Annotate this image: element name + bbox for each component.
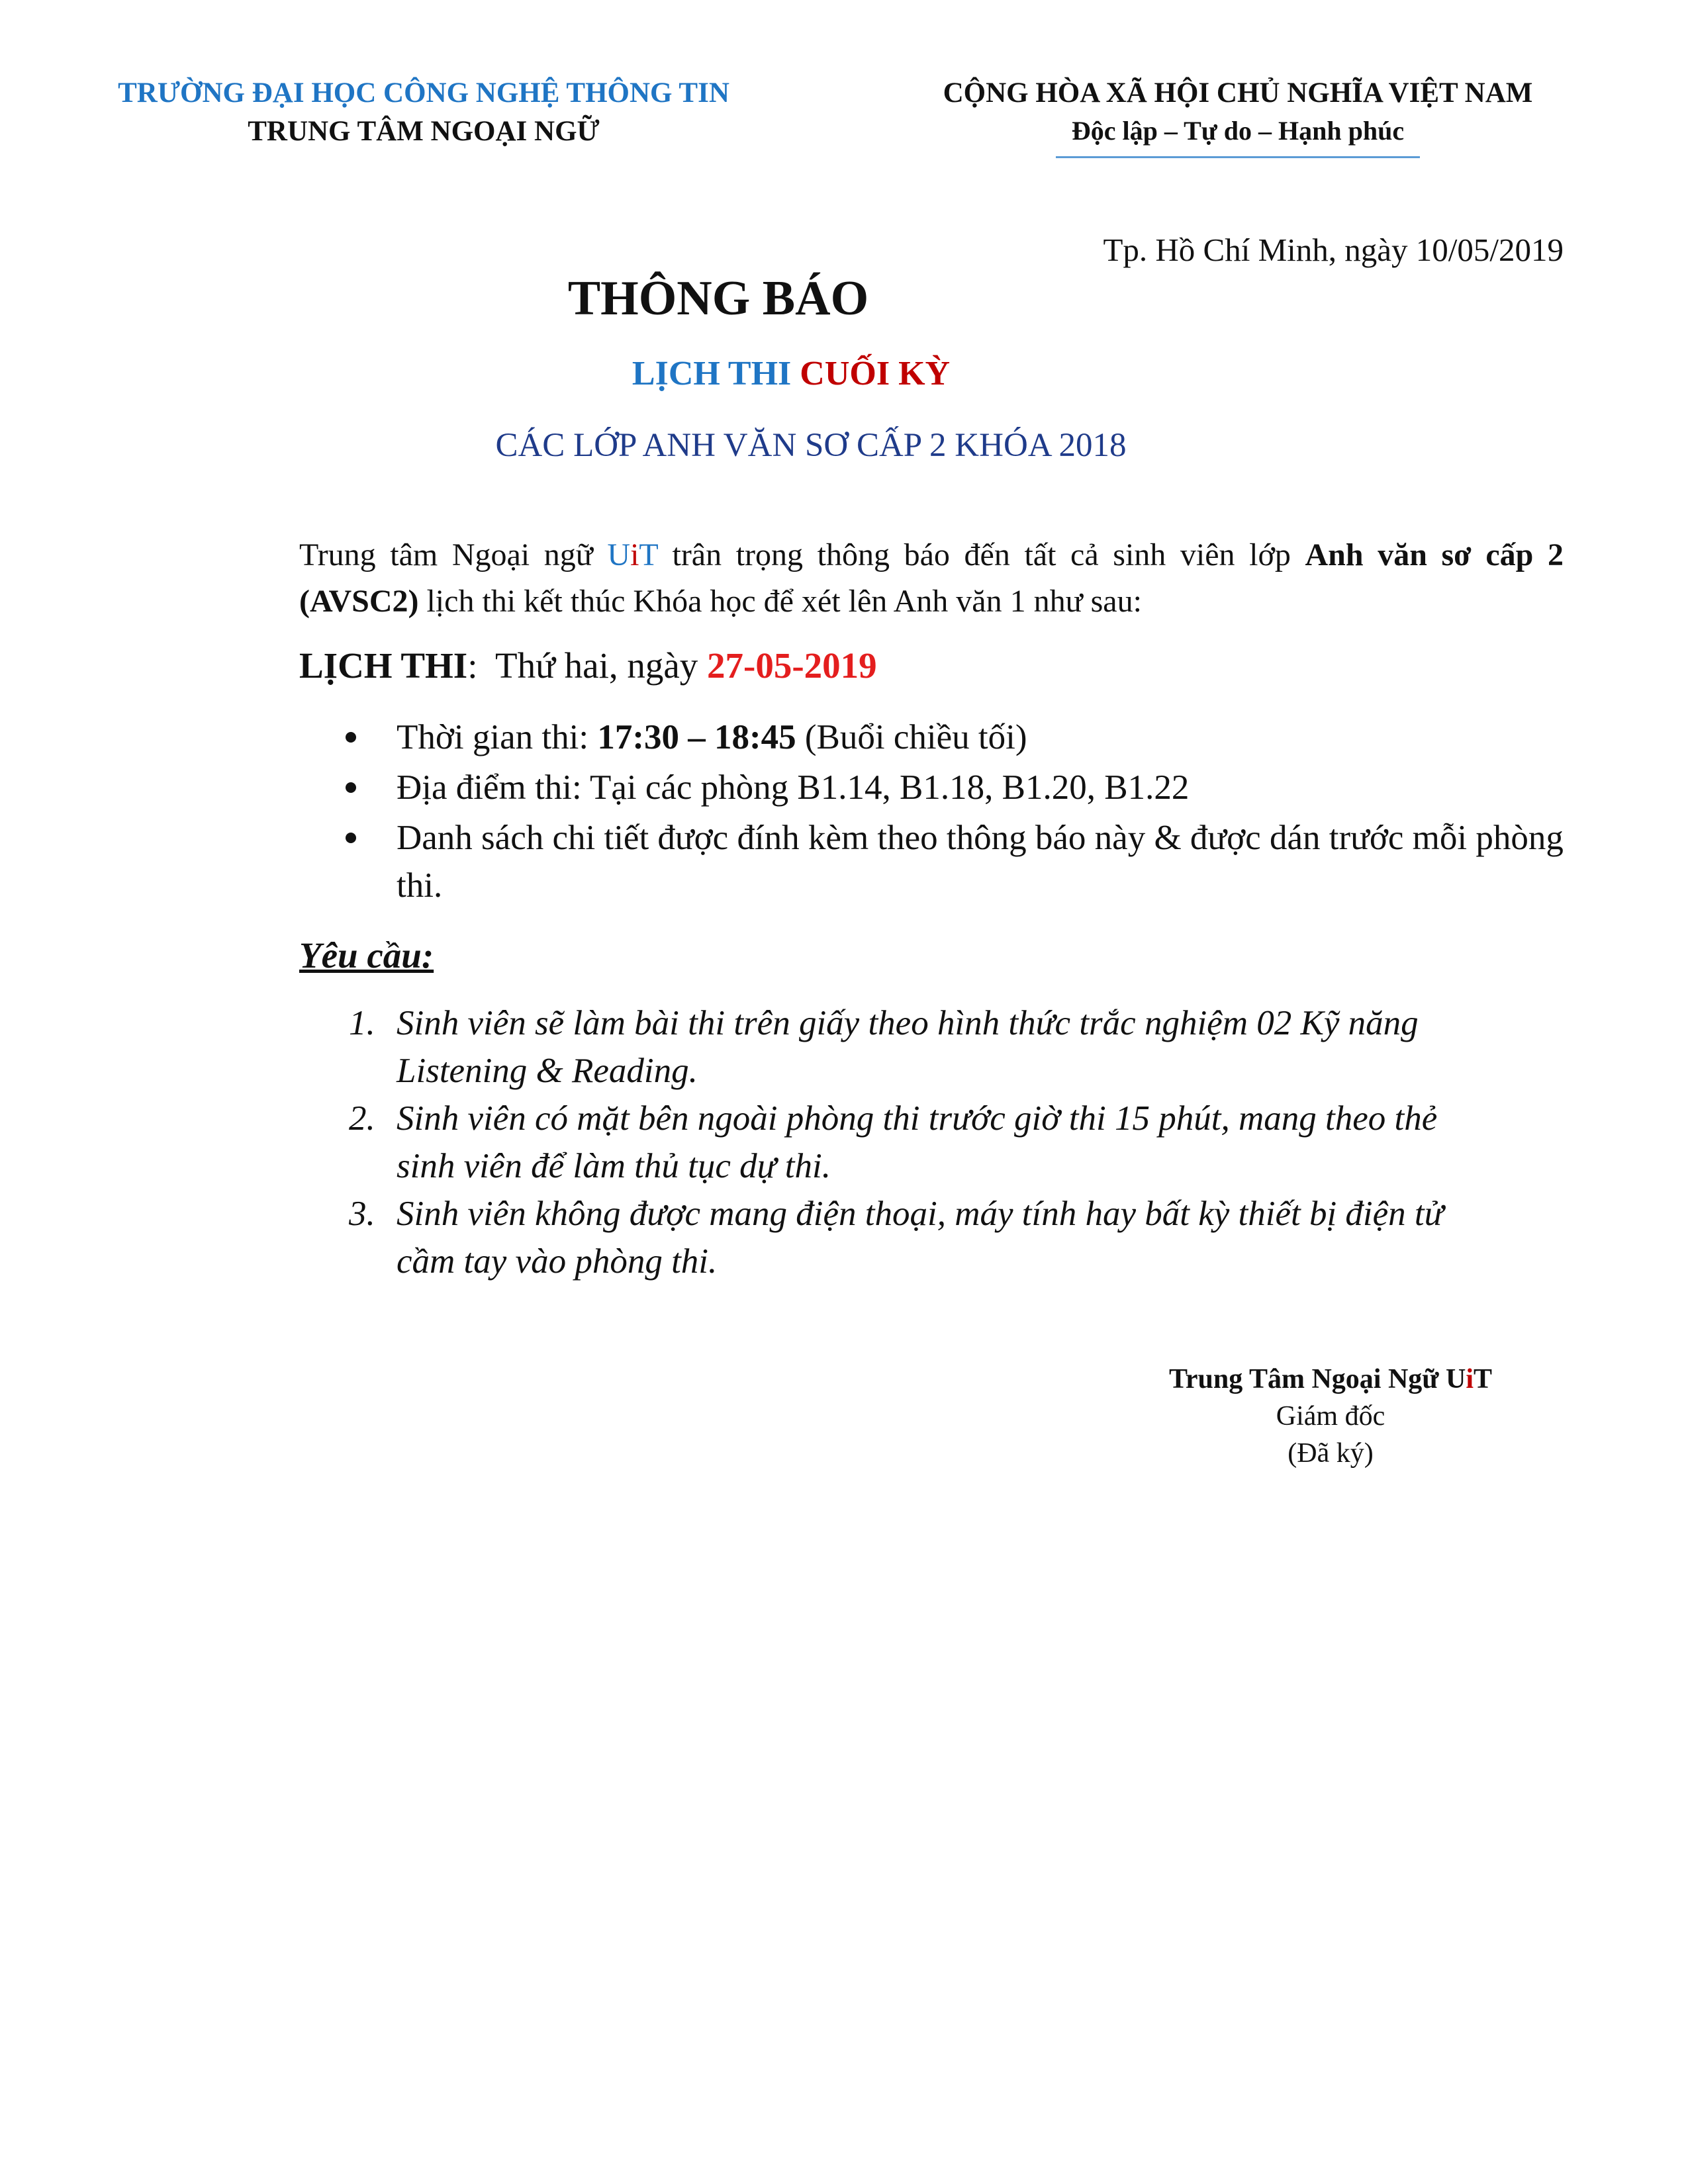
date-line: Tp. Hồ Chí Minh, ngày 10/05/2019 — [1103, 232, 1564, 268]
details-list — [299, 713, 1564, 912]
brand-i: i — [1466, 1364, 1474, 1394]
brand-t: T — [639, 537, 658, 572]
bullet-icon — [346, 833, 356, 843]
time-note: (Buổi chiều tối) — [796, 718, 1027, 756]
title-text: THÔNG BÁO — [567, 271, 869, 326]
schedule-line — [299, 641, 1564, 691]
motto-underline — [1056, 156, 1420, 158]
item-text: Sinh viên không được mang điện thoại, máy tính hay bất kỳ thiết bị điện tử cầm tay vào phòng thi. — [397, 1195, 1444, 1281]
header-left — [93, 74, 755, 151]
intro-part-3: lịch thi kết thúc Khóa học để xét lên Anh văn 1 như sau: — [418, 584, 1142, 619]
item-number: 2. — [349, 1099, 375, 1138]
org-text: Trung Tâm Ngoại Ngữ — [1168, 1364, 1446, 1394]
header-right — [907, 74, 1569, 158]
list-item — [299, 1095, 1484, 1190]
requirements-heading: Yêu cầu: — [299, 935, 434, 976]
brand-u: U — [1446, 1364, 1466, 1394]
page-title — [0, 269, 1688, 328]
schedule-label: LỊCH THI — [299, 645, 468, 686]
motto: Độc lập – Tự do – Hạnh phúc — [1071, 116, 1405, 146]
schedule-date: 27-05-2019 — [707, 645, 877, 686]
intro-paragraph — [299, 532, 1564, 625]
course-text: CÁC LỚP ANH VĂN SƠ CẤP 2 KHÓA 2018 — [495, 427, 1127, 464]
subtitle-inner — [632, 351, 950, 397]
list-text: Danh sách chi tiết được đính kèm theo thông báo này & được dán trước mỗi phòng thi. — [397, 819, 1564, 905]
item-text: Sinh viên có mặt bên ngoài phòng thi trước giờ thi 15 phút, mang theo thẻ sinh viên để làm thủ tục dự thi. — [397, 1099, 1438, 1185]
bullet-icon — [346, 732, 356, 743]
signature-org — [1145, 1361, 1516, 1398]
list-item — [299, 999, 1484, 1095]
course-code: Anh văn sơ cấp 2 (AVSC2) — [299, 537, 1564, 619]
brand-i: i — [630, 537, 639, 572]
signature-role: Giám đốc — [1276, 1401, 1385, 1432]
list-item — [299, 1190, 1484, 1285]
intro-part-2: trân trọng thông báo đến tất cả sinh viên lớp — [657, 537, 1305, 572]
brand-u: U — [607, 537, 631, 572]
country-name: CỘNG HÒA XÃ HỘI CHỦ NGHĨA VIỆT NAM — [943, 77, 1533, 109]
time-label: Thời gian thi: — [397, 718, 598, 756]
signature-block — [1145, 1361, 1516, 1472]
bullet-icon — [346, 782, 356, 793]
time-value: 17:30 – 18:45 — [597, 718, 796, 756]
intro-part-1: Trung tâm Ngoại ngữ — [299, 537, 608, 572]
list-item — [299, 814, 1564, 909]
place-text: Địa điểm thi: Tại các phòng B1.14, B1.18, B1.20, B1.22 — [397, 768, 1190, 807]
item-number: 1. — [349, 1004, 375, 1042]
list-item — [299, 713, 1564, 761]
exam-subtitle — [0, 351, 1688, 397]
subtitle-part-1: LỊCH THI — [632, 355, 792, 392]
brand-t: T — [1474, 1364, 1493, 1394]
list-item — [299, 764, 1564, 811]
subtitle-part-2: CUỐI KỲ — [800, 355, 951, 392]
school-name: TRƯỜNG ĐẠI HỌC CÔNG NGHỆ THÔNG TIN — [118, 77, 729, 109]
course-line — [0, 422, 1688, 469]
center-name: TRUNG TÂM NGOẠI NGỮ — [248, 116, 600, 147]
signature-note: (Đã ký) — [1288, 1438, 1374, 1469]
requirements-list — [299, 999, 1484, 1285]
item-number: 3. — [349, 1195, 375, 1233]
schedule-colon: : — [467, 645, 478, 686]
schedule-day: Thứ hai, ngày — [495, 645, 708, 686]
item-text: Sinh viên sẽ làm bài thi trên giấy theo hình thức trắc nghiệm 02 Kỹ năng Listening & Reading. — [397, 1004, 1419, 1090]
